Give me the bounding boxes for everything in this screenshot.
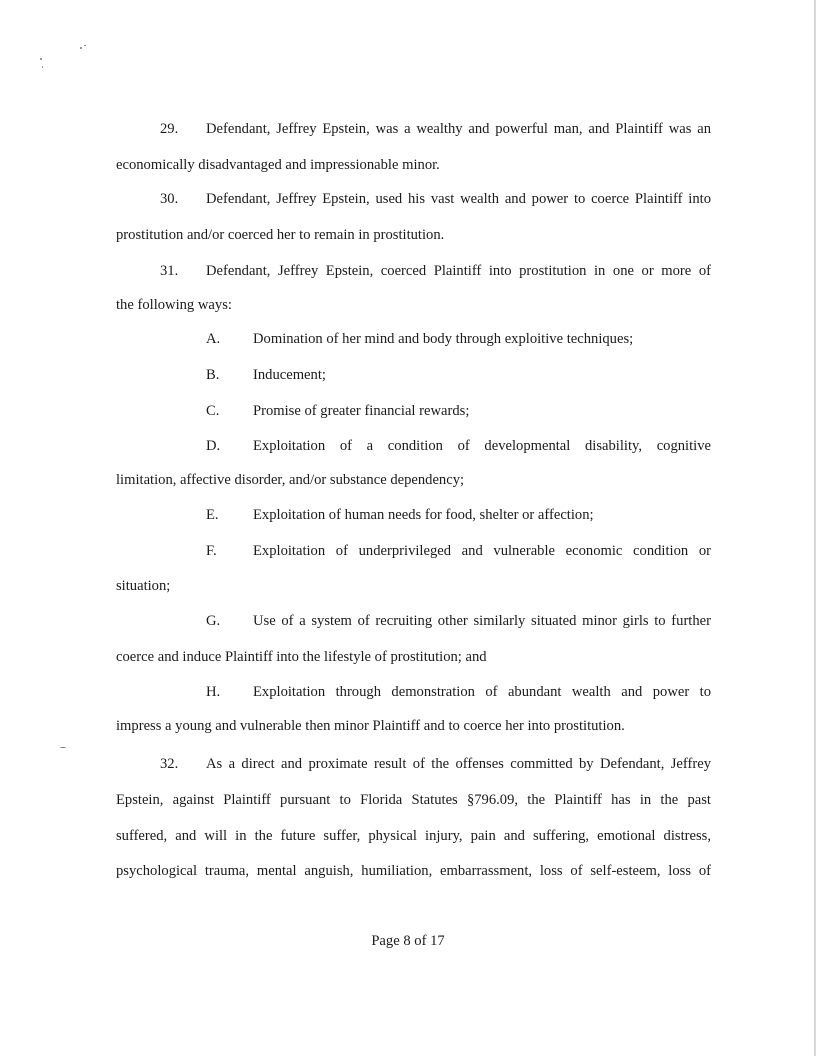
paragraph-31-line-2: the following ways: <box>116 297 232 313</box>
list-item-b-label: B. <box>206 367 220 383</box>
list-item-g-text-line-2: coerce and induce Plaintiff into the lifestyle of prostitution; and <box>116 649 487 665</box>
list-item-f-label: F. <box>206 543 217 559</box>
paragraph-29-number: 29. <box>160 121 179 137</box>
paragraph-32-line-2: Epstein, against Plaintiff pursuant to Florida Statutes §796.09, the Plaintiff has in the past <box>116 792 711 808</box>
paragraph-32-number: 32. <box>160 756 179 772</box>
paragraph-30-number: 30. <box>160 191 179 207</box>
list-item-d-text-line-1: Exploitation of a condition of developmental disability, cognitive <box>253 438 711 454</box>
paragraph-30-line-1: Defendant, Jeffrey Epstein, used his vast wealth and power to coerce Plaintiff into <box>206 191 711 207</box>
paragraph-32-line-4: psychological trauma, mental anguish, humiliation, embarrassment, loss of self-esteem, loss of <box>116 863 711 879</box>
list-item-c-text: Promise of greater financial rewards; <box>253 403 470 419</box>
paragraph-31-number: 31. <box>160 263 179 279</box>
list-item-d-text-line-2: limitation, affective disorder, and/or substance dependency; <box>116 472 465 488</box>
list-item-a-label: A. <box>206 331 221 347</box>
list-item-f-text-line-2: situation; <box>116 578 171 594</box>
paragraph-29-line-1: Defendant, Jeffrey Epstein, was a wealthy and powerful man, and Plaintiff was an <box>206 121 711 137</box>
scan-speck <box>60 747 66 748</box>
list-item-h-text-line-2: impress a young and vulnerable then minor Plaintiff and to coerce her into prostitution. <box>116 718 625 734</box>
paragraph-31-line-1: Defendant, Jeffrey Epstein, coerced Plaintiff into prostitution in one or more of <box>206 263 711 279</box>
paragraph-32-line-1: As a direct and proximate result of the offenses committed by Defendant, Jeffrey <box>206 756 711 772</box>
list-item-h-label: H. <box>206 684 221 700</box>
list-item-c-label: C. <box>206 403 220 419</box>
scan-speck <box>84 45 86 46</box>
paragraph-29-line-2: economically disadvantaged and impressionable minor. <box>116 157 440 173</box>
list-item-e-label: E. <box>206 507 219 523</box>
scan-speck <box>40 58 42 60</box>
list-item-h-text-line-1: Exploitation through demonstration of abundant wealth and power to <box>253 684 711 700</box>
scan-speck <box>80 47 82 49</box>
list-item-e-text: Exploitation of human needs for food, shelter or affection; <box>253 507 594 523</box>
list-item-g-text-line-1: Use of a system of recruiting other similarly situated minor girls to further <box>253 613 711 629</box>
list-item-a-text: Domination of her mind and body through exploitive techniques; <box>253 331 634 347</box>
list-item-f-text-line-1: Exploitation of underprivileged and vulnerable economic condition or <box>253 543 711 559</box>
paragraph-30-line-2: prostitution and/or coerced her to remain in prostitution. <box>116 227 445 243</box>
list-item-b-text: Inducement; <box>253 367 326 383</box>
scan-speck <box>42 66 43 68</box>
paragraph-32-line-3: suffered, and will in the future suffer, physical injury, pain and suffering, emotional distress, <box>116 828 711 844</box>
list-item-g-label: G. <box>206 613 221 629</box>
list-item-d-label: D. <box>206 438 221 454</box>
page-number-footer: Page 8 of 17 <box>371 933 445 949</box>
